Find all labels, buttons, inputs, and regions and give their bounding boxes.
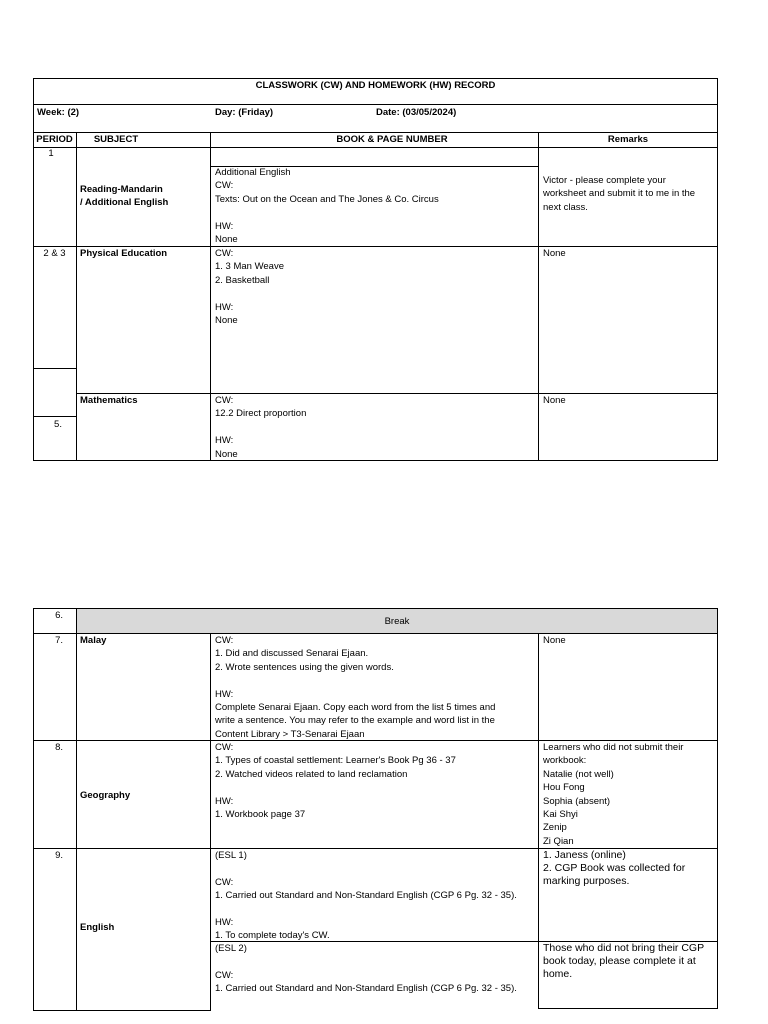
table1-rule (33, 147, 718, 148)
table1-rule (538, 132, 539, 461)
book-geography: CW: 1. Types of coastal settlement: Learner's Book Pg 36 - 37 2. Watched videos related to land reclamation HW: 1. Workbook page 37 (215, 742, 456, 821)
book-english-esl2: (ESL 2) CW: 1. Carried out Standard and Non-Standard English (CGP 6 Pg. 32 - 35). (215, 943, 517, 995)
remarks-period-1: Victor - please complete your worksheet and submit it to me in the next class. (543, 175, 696, 213)
subject-mathematics: Mathematics (80, 395, 138, 406)
remarks-period-8: Learners who did not submit their workbook: Natalie (not well) Hou Fong Sophia (absent) Kai Shyi Zenip Zi Qian (543, 742, 684, 847)
book-physical-education: CW: 1. 3 Man Weave 2. Basketball HW: None (215, 248, 285, 327)
remarks-period-7: None (543, 635, 566, 646)
period-2-3: 2 & 3 (43, 248, 66, 259)
table2-rule (76, 608, 77, 1011)
table1-rule (33, 368, 76, 369)
period-5: 5. (54, 419, 62, 430)
remarks-english-esl2: Those who did not bring their CGP book today, please complete it at home. (543, 942, 705, 980)
table1-border-bottom (33, 460, 718, 461)
table1-rule (76, 132, 77, 461)
subject-reading: Reading-Mandarin / Additional English (80, 184, 169, 209)
record-title: CLASSWORK (CW) AND HOMEWORK (HW) RECORD (255, 80, 496, 91)
period-6: 6. (55, 610, 63, 621)
remarks-period-5: None (543, 395, 566, 406)
book-malay: CW: 1. Did and discussed Senarai Ejaan. 2. Wrote sentences using the given words. HW: Complete Senarai Ejaan. Copy each word from the list 5 times and write a sentence. You may refer to the example and word list in the Content Library > T3-Senarai Ejaan (215, 635, 496, 740)
period-7: 7. (55, 635, 63, 646)
date-label: Date: (03/05/2024) (376, 107, 457, 118)
day-label: Day: (Friday) (215, 107, 274, 118)
table2-border-bottom (33, 1010, 211, 1011)
header-subject: SUBJECT (93, 134, 139, 145)
subject-english: English (80, 922, 115, 933)
table1-rule (33, 104, 718, 105)
period-9: 9. (55, 850, 63, 861)
week-label: Week: (2) (37, 107, 80, 118)
table2-rule (538, 633, 539, 1009)
header-book: BOOK & PAGE NUMBER (336, 134, 448, 145)
book-mathematics: CW: 12.2 Direct proportion HW: None (215, 395, 307, 460)
header-period: PERIOD (36, 134, 73, 145)
subject-physical-education: Physical Education (80, 248, 168, 259)
subject-malay: Malay (80, 635, 107, 646)
remarks-english-esl1: 1. Janess (online) 2. CGP Book was collected for marking purposes. (543, 849, 686, 887)
table1-rule (33, 416, 76, 417)
table1-rule (76, 393, 718, 394)
table2-rule (538, 1008, 718, 1009)
table2-border-left (33, 608, 34, 1011)
book-additional-english: Additional English CW: Texts: Out on the Ocean and The Jones & Co. Circus HW: None (215, 167, 439, 246)
subject-geography: Geography (80, 790, 131, 801)
table2-rule (210, 633, 211, 1011)
remarks-period-2-3: None (543, 248, 566, 259)
break-label: Break (384, 616, 410, 627)
table1-rule (210, 132, 211, 461)
header-remarks: Remarks (607, 134, 649, 145)
table2-border-top (33, 608, 718, 609)
table2-border-right (717, 608, 718, 1009)
period-8: 8. (55, 742, 63, 753)
book-english-esl1: (ESL 1) CW: 1. Carried out Standard and Non-Standard English (CGP 6 Pg. 32 - 35). HW: 1. To complete today's CW. (215, 850, 517, 942)
period-1: 1 (48, 148, 54, 159)
